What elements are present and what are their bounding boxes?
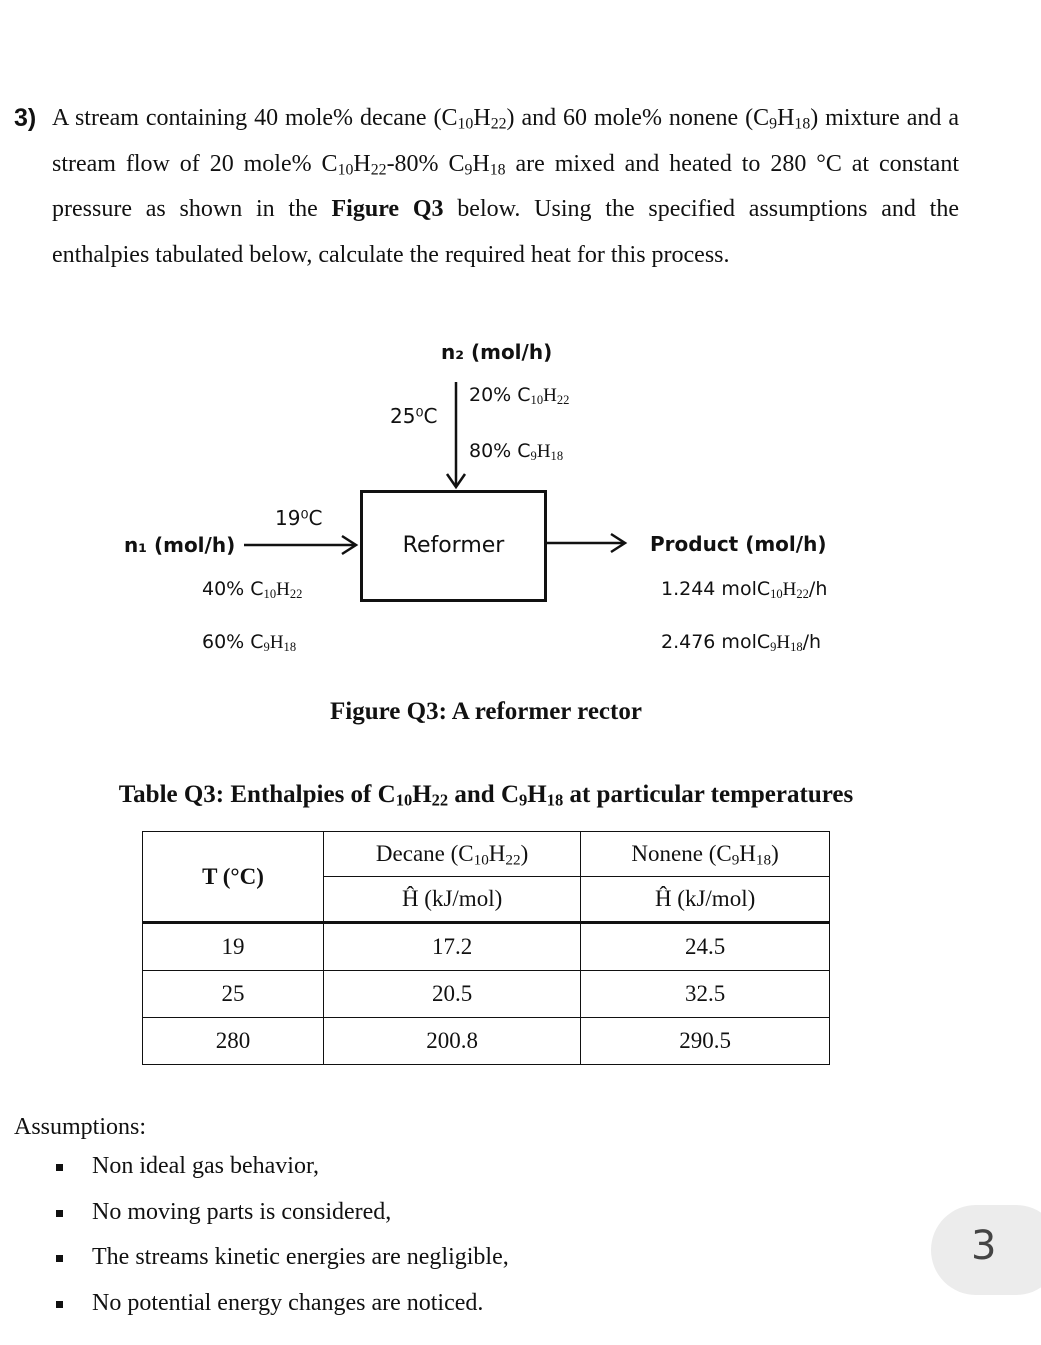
list-item: Non ideal gas behavior, [14,1144,509,1190]
product-decane: 1.244 $molC_{10}H_{22}/h$ [661,578,828,601]
unit-decane: Ĥ (kJ/mol) [324,877,581,923]
table-caption: Table Q3: Enthalpies of $C_{10}H_{22}$ and $C_9H_{18}$ at particular temperatures [118,781,854,810]
n1-label: n₁ (mol/h) [124,533,236,557]
cell-decane: 20.5 [324,971,581,1018]
assumptions-heading: Assumptions: [14,1114,147,1140]
reformer-diagram [0,330,1041,690]
left-composition-decane: 40% $C_{10}H_{22}$ [202,578,303,601]
header-nonene: Nonene $(C_9H_{18})$ [581,832,830,877]
unit-nonene: Ĥ (kJ/mol) [581,877,830,923]
table-row [143,1018,830,1065]
product-nonene: 2.476 $molC_9H_{18}/h$ [661,631,822,654]
product-label: Product (mol/h) [650,532,827,556]
n2-label: n₂ (mol/h) [441,340,553,364]
question-text: A stream containing 40 mole% decane $(C_{10}H_{22})$ and 60 mole% nonene $(C_9H_{18})$ mixture and a stream flow of 20 mole% $C_{10}H_{22}-80\%$ $C_9H_{18}$ are mixed and heated to 280 °C at constant pressure as shown in the Figure Q3 below. Using the specified assumptions and the enthalpies tabulated below, calculate the required heat for this process. [52,105,960,268]
question-number: 3) [14,104,37,132]
list-item: The streams kinetic energies are negligible, [14,1235,509,1281]
page-number: 3 [971,1223,997,1269]
top-temperature: 25⁰C [390,404,438,428]
assumptions-list [14,1144,509,1326]
figure-caption: Figure Q3: A reformer rector [330,698,642,725]
bullet-icon [56,1301,63,1308]
bullet-icon [56,1164,63,1171]
top-composition-decane: 20% $C_{10}H_{22}$ [469,384,570,407]
question-block [14,96,959,278]
enthalpy-table [142,831,830,1065]
figure-reference: Figure Q3 [331,196,444,222]
bullet-icon [56,1210,63,1217]
cell-decane: 17.2 [324,923,581,971]
reformer-label: Reformer [402,533,505,558]
table-row [143,923,830,971]
cell-nonene: 24.5 [581,923,830,971]
assumptions-section [14,1110,509,1326]
list-item: No moving parts is considered, [14,1190,509,1236]
cell-decane: 200.8 [324,1018,581,1065]
cell-temperature: 19 [143,923,324,971]
top-composition-nonene: 80% $C_9H_{18}$ [469,440,564,463]
cell-temperature: 25 [143,971,324,1018]
cell-temperature: 280 [143,1018,324,1065]
table-header-row [143,832,830,877]
cell-nonene: 290.5 [581,1018,830,1065]
header-decane: Decane $(C_{10}H_{22})$ [324,832,581,877]
table-row [143,971,830,1018]
left-composition-nonene: 60% $C_9H_{18}$ [202,631,297,654]
cell-nonene: 32.5 [581,971,830,1018]
reformer-box [360,490,547,602]
page-number-badge[interactable] [931,1205,1041,1295]
left-temperature: 19⁰C [275,506,323,530]
header-temperature: T (°C) [143,832,324,923]
bullet-icon [56,1255,63,1262]
list-item: No potential energy changes are noticed. [14,1281,509,1327]
